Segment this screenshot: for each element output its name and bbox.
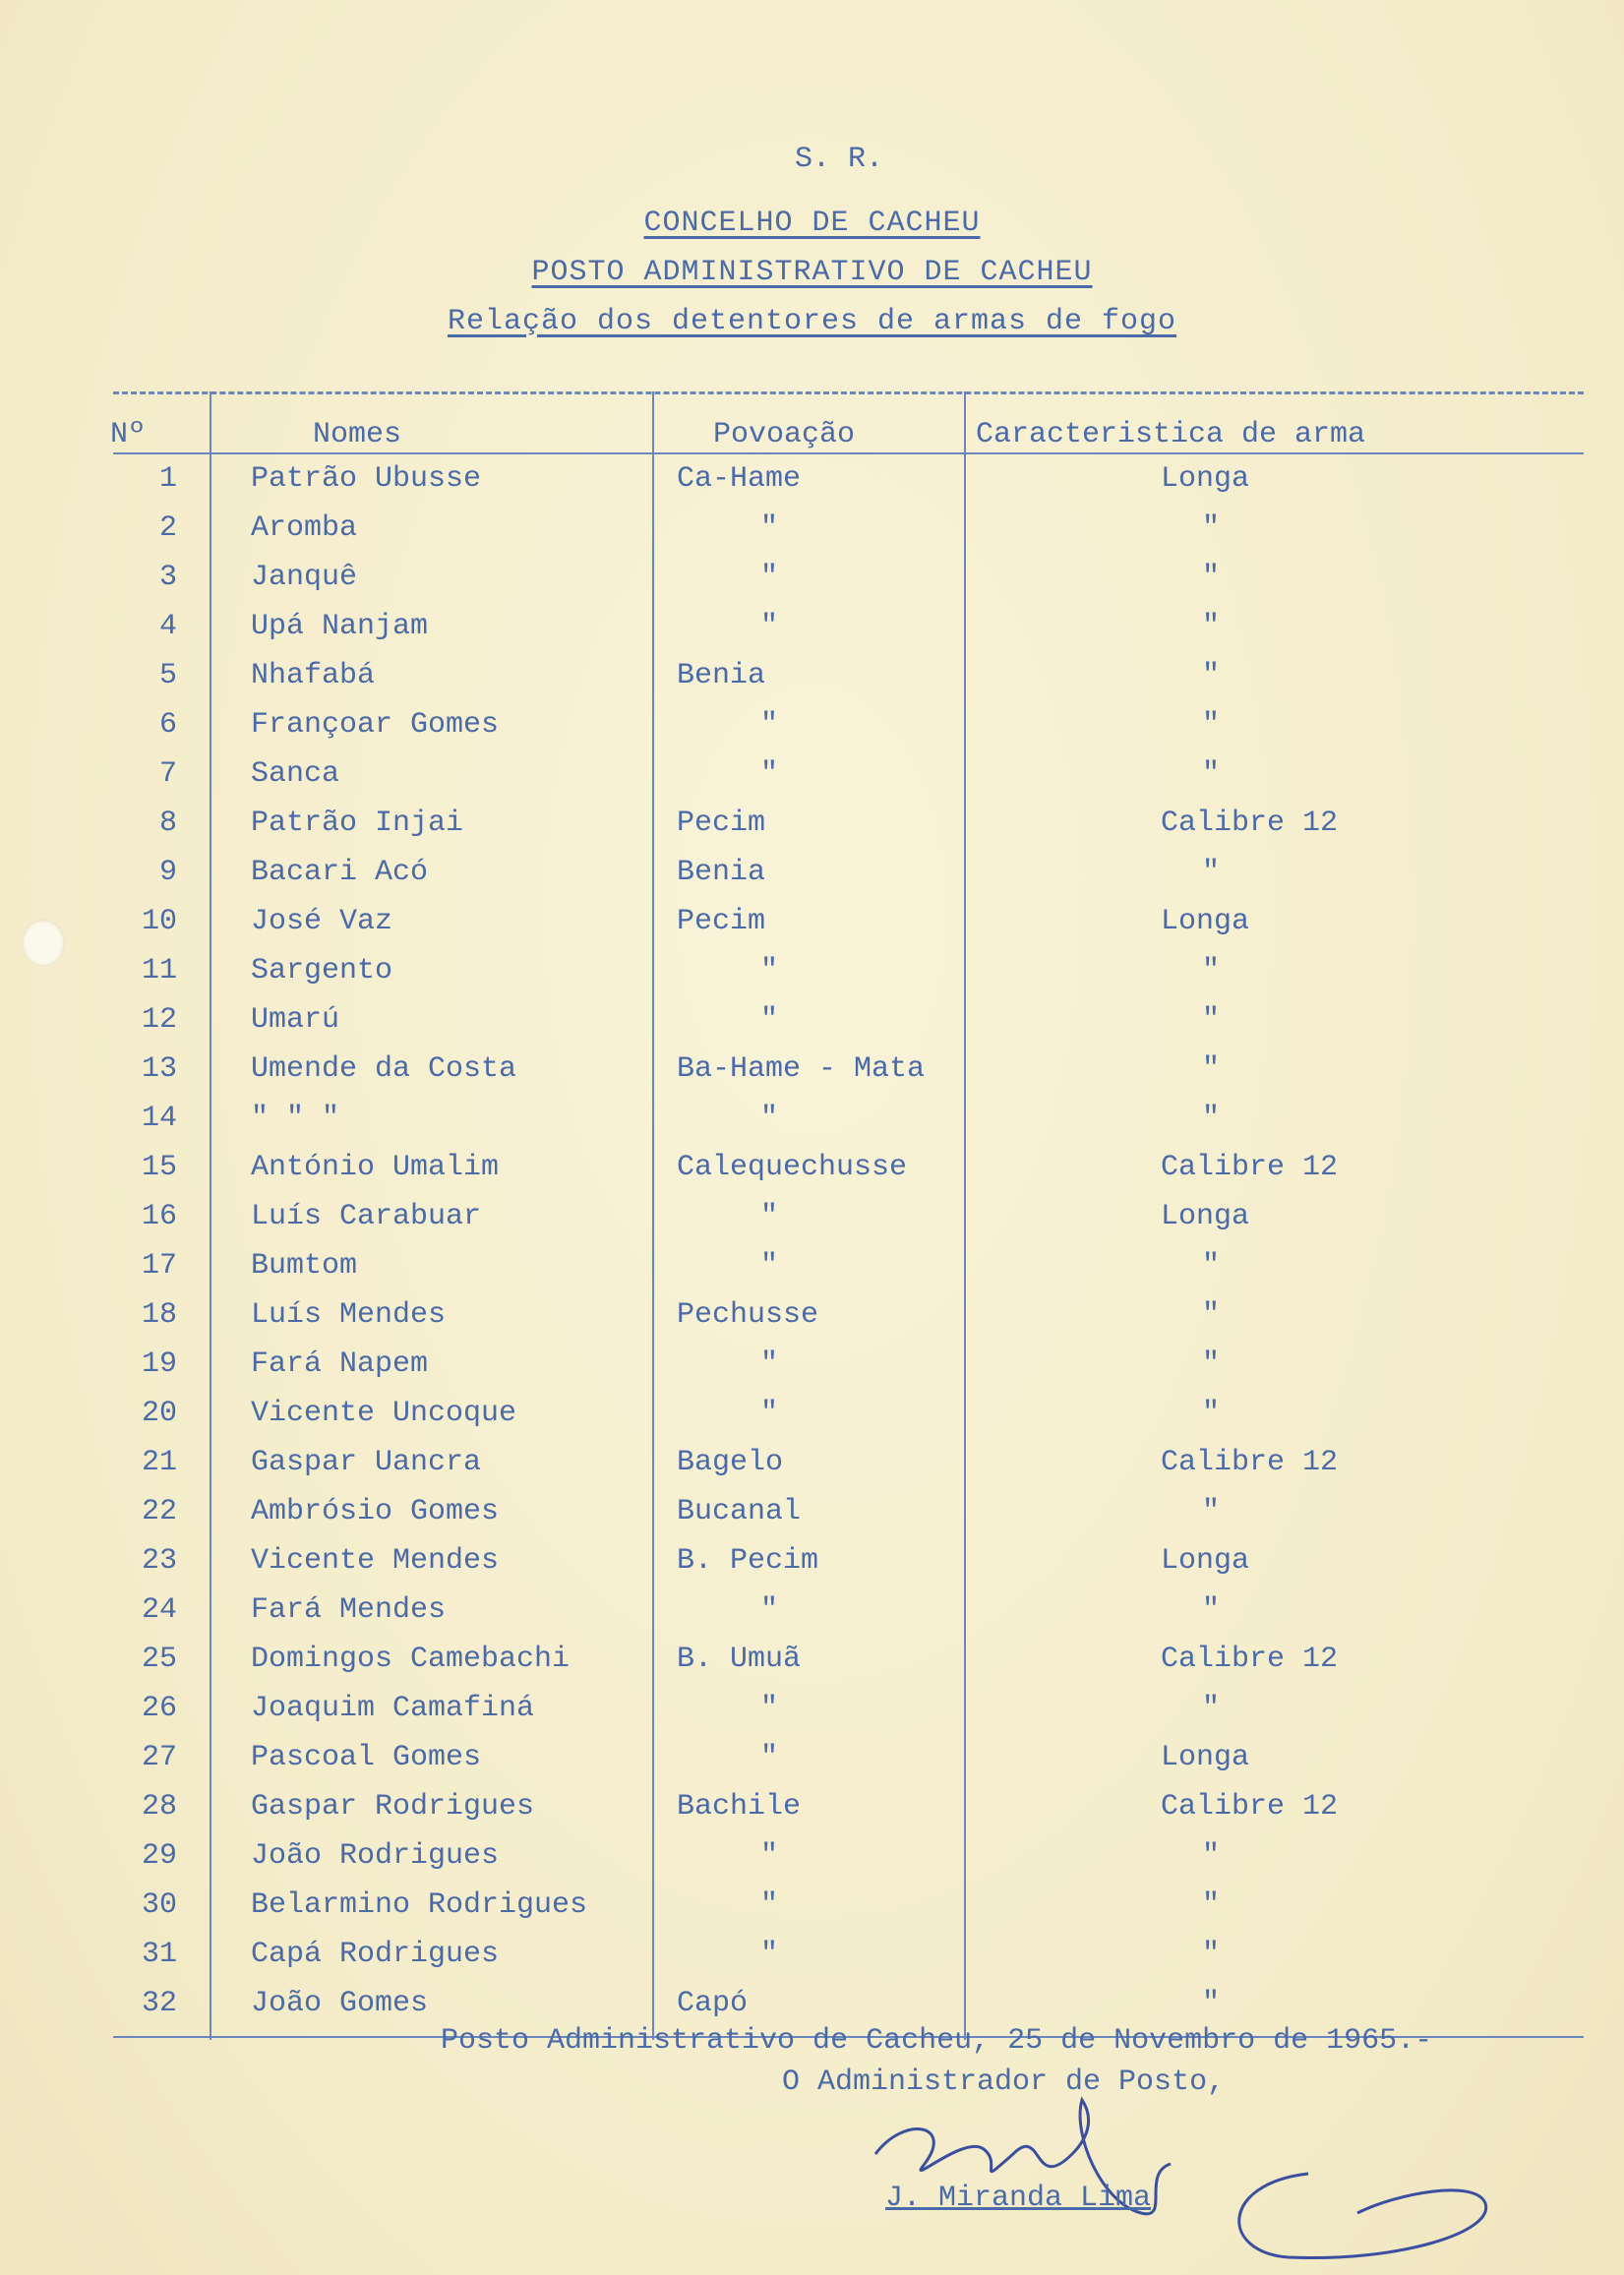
row-number: 27 [141, 1741, 177, 1774]
row-nome: Umarú [251, 1003, 340, 1037]
row-number: 23 [141, 1544, 177, 1578]
row-number: 9 [158, 856, 177, 889]
row-number: 3 [158, 561, 177, 594]
row-nome: Sanca [251, 757, 340, 791]
row-arma: " [1202, 511, 1221, 545]
table-row [0, 856, 1624, 905]
row-number: 18 [141, 1298, 177, 1332]
row-nome: Domingos Camebachi [251, 1643, 571, 1676]
row-arma: " [1202, 1495, 1221, 1528]
row-arma: " [1202, 757, 1221, 791]
document-title: Relação dos detentores de armas de fogo [447, 305, 1177, 338]
row-nome: Luís Carabuar [251, 1200, 482, 1233]
row-povoacao: " [760, 1938, 779, 1971]
table-row [0, 1397, 1624, 1446]
row-arma: " [1202, 1397, 1221, 1430]
row-nome: Patrão Injai [251, 807, 464, 840]
row-number: 30 [141, 1888, 177, 1922]
row-arma: " [1202, 1052, 1221, 1086]
table-row [0, 462, 1624, 511]
row-nome: Bacari Acó [251, 856, 429, 889]
footer-place-date: Posto Administrativo de Cacheu, 25 de Novembro de 1965.- [441, 2024, 1433, 2058]
table-row [0, 807, 1624, 856]
row-arma: " [1202, 1839, 1221, 1873]
table-header-rule [113, 452, 1584, 454]
row-arma: " [1202, 856, 1221, 889]
column-header-no: Nº [110, 418, 147, 451]
row-number: 24 [141, 1593, 177, 1627]
row-number: 14 [141, 1102, 177, 1135]
table-row [0, 1544, 1624, 1593]
row-povoacao: " [760, 1692, 779, 1725]
row-nome: Luís Mendes [251, 1298, 447, 1332]
row-number: 28 [141, 1790, 177, 1824]
row-povoacao: " [760, 1249, 779, 1283]
row-number: 1 [158, 462, 177, 496]
table-row [0, 1741, 1624, 1790]
row-arma: " [1202, 1249, 1221, 1283]
row-nome: José Vaz [251, 905, 393, 938]
table-row [0, 1249, 1624, 1298]
row-povoacao: " [760, 1888, 779, 1922]
table-row [0, 1790, 1624, 1839]
row-nome: Patrão Ubusse [251, 462, 482, 496]
table-row [0, 1200, 1624, 1249]
row-povoacao: Capó [677, 1987, 749, 2020]
row-arma: Longa [1161, 462, 1250, 496]
row-nome: Capá Rodrigues [251, 1938, 500, 1971]
row-arma: Longa [1161, 905, 1250, 938]
row-arma: " [1202, 1938, 1221, 1971]
row-arma: " [1202, 1593, 1221, 1627]
row-arma: " [1202, 1888, 1221, 1922]
row-nome: Umende da Costa [251, 1052, 517, 1086]
row-number: 31 [141, 1938, 177, 1971]
row-nome: Gaspar Uancra [251, 1446, 482, 1479]
row-arma: " [1202, 1987, 1221, 2020]
row-number: 13 [141, 1052, 177, 1086]
row-arma: Longa [1161, 1741, 1250, 1774]
column-header-povoacao: Povoação [713, 418, 856, 451]
row-number: 22 [141, 1495, 177, 1528]
table-row [0, 1888, 1624, 1938]
row-povoacao: Pecim [677, 807, 766, 840]
row-nome: Fará Napem [251, 1347, 429, 1381]
row-nome: Pascoal Gomes [251, 1741, 482, 1774]
row-povoacao: Pecim [677, 905, 766, 938]
row-number: 5 [158, 659, 177, 692]
row-number: 2 [158, 511, 177, 545]
row-povoacao: Pechusse [677, 1298, 819, 1332]
row-arma: Calibre 12 [1161, 807, 1339, 840]
row-nome: Belarmino Rodrigues [251, 1888, 588, 1922]
footer-role: O Administrador de Posto, [782, 2065, 1226, 2099]
row-nome: Ambrósio Gomes [251, 1495, 500, 1528]
header-sr: S. R. [795, 143, 884, 176]
table-row [0, 708, 1624, 757]
signature-name: J. Miranda Lima [885, 2182, 1152, 2215]
row-arma: Calibre 12 [1161, 1643, 1339, 1676]
row-number: 19 [141, 1347, 177, 1381]
row-nome: Vicente Uncoque [251, 1397, 517, 1430]
row-number: 7 [158, 757, 177, 791]
table-row [0, 610, 1624, 659]
row-nome: Upá Nanjam [251, 610, 429, 643]
row-number: 8 [158, 807, 177, 840]
row-povoacao: B. Pecim [677, 1544, 819, 1578]
table-row [0, 954, 1624, 1003]
row-arma: " [1202, 1692, 1221, 1725]
row-number: 4 [158, 610, 177, 643]
row-povoacao: " [760, 1200, 779, 1233]
row-arma: " [1202, 954, 1221, 988]
row-povoacao: " [760, 1741, 779, 1774]
row-arma: " [1202, 708, 1221, 742]
row-nome: Fará Mendes [251, 1593, 447, 1627]
column-header-nomes: Nomes [313, 418, 402, 451]
row-nome: Vicente Mendes [251, 1544, 500, 1578]
row-number: 26 [141, 1692, 177, 1725]
row-number: 20 [141, 1397, 177, 1430]
table-row [0, 1347, 1624, 1397]
row-number: 6 [158, 708, 177, 742]
row-povoacao: " [760, 757, 779, 791]
row-number: 21 [141, 1446, 177, 1479]
row-povoacao: " [760, 1397, 779, 1430]
table-row [0, 1839, 1624, 1888]
row-nome: António Umalim [251, 1151, 500, 1184]
row-number: 17 [141, 1249, 177, 1283]
table-row [0, 757, 1624, 807]
row-povoacao: " [760, 610, 779, 643]
row-arma: Longa [1161, 1544, 1250, 1578]
row-arma: " [1202, 610, 1221, 643]
row-povoacao: " [760, 1593, 779, 1627]
row-povoacao: " [760, 1003, 779, 1037]
row-nome: Françoar Gomes [251, 708, 500, 742]
row-povoacao: " [760, 511, 779, 545]
table-top-rule [113, 391, 1584, 394]
row-number: 15 [141, 1151, 177, 1184]
table-row [0, 905, 1624, 954]
table-row [0, 511, 1624, 561]
table-row [0, 659, 1624, 708]
row-arma: " [1202, 1102, 1221, 1135]
row-arma: " [1202, 561, 1221, 594]
row-number: 32 [141, 1987, 177, 2020]
row-povoacao: " [760, 561, 779, 594]
table-row [0, 1495, 1624, 1544]
row-nome: Gaspar Rodrigues [251, 1790, 535, 1824]
row-number: 29 [141, 1839, 177, 1873]
row-number: 16 [141, 1200, 177, 1233]
row-nome: Joaquim Camafiná [251, 1692, 535, 1725]
row-povoacao: " [760, 1347, 779, 1381]
row-povoacao: Benia [677, 856, 766, 889]
table-row [0, 1593, 1624, 1643]
row-nome: Sargento [251, 954, 393, 988]
row-arma: " [1202, 659, 1221, 692]
header-concelho: CONCELHO DE CACHEU [643, 207, 981, 240]
row-nome: Bumtom [251, 1249, 358, 1283]
row-nome: Nhafabá [251, 659, 376, 692]
row-povoacao: B. Umuã [677, 1643, 802, 1676]
row-number: 10 [141, 905, 177, 938]
row-povoacao: Bagelo [677, 1446, 784, 1479]
column-header-caracteristica: Caracteristica de arma [976, 418, 1366, 451]
header-posto: POSTO ADMINISTRATIVO DE CACHEU [531, 256, 1093, 289]
table-row [0, 1151, 1624, 1200]
row-arma: Calibre 12 [1161, 1446, 1339, 1479]
row-povoacao: Bachile [677, 1790, 802, 1824]
row-povoacao: " [760, 1102, 779, 1135]
table-row [0, 1643, 1624, 1692]
row-nome: Janquê [251, 561, 358, 594]
row-arma: " [1202, 1003, 1221, 1037]
row-arma: " [1202, 1298, 1221, 1332]
table-row [0, 1692, 1624, 1741]
table-row [0, 1446, 1624, 1495]
row-povoacao: Ba-Hame - Mata [677, 1052, 926, 1086]
row-arma: Calibre 12 [1161, 1790, 1339, 1824]
row-number: 12 [141, 1003, 177, 1037]
row-povoacao: Benia [677, 659, 766, 692]
row-povoacao: " [760, 954, 779, 988]
table-row [0, 1052, 1624, 1102]
row-povoacao: " [760, 1839, 779, 1873]
row-povoacao: Ca-Hame [677, 462, 802, 496]
row-povoacao: " [760, 708, 779, 742]
table-row [0, 1938, 1624, 1987]
row-arma: Longa [1161, 1200, 1250, 1233]
row-povoacao: Calequechusse [677, 1151, 908, 1184]
table-row [0, 561, 1624, 610]
signature [846, 2095, 1515, 2262]
row-povoacao: Bucanal [677, 1495, 802, 1528]
row-nome: João Rodrigues [251, 1839, 500, 1873]
row-nome: Aromba [251, 511, 358, 545]
row-arma: Calibre 12 [1161, 1151, 1339, 1184]
row-arma: " [1202, 1347, 1221, 1381]
row-number: 25 [141, 1643, 177, 1676]
row-number: 11 [141, 954, 177, 988]
row-nome: " " " [251, 1102, 340, 1135]
table-row [0, 1003, 1624, 1052]
table-row [0, 1102, 1624, 1151]
table-row [0, 1298, 1624, 1347]
row-nome: João Gomes [251, 1987, 429, 2020]
